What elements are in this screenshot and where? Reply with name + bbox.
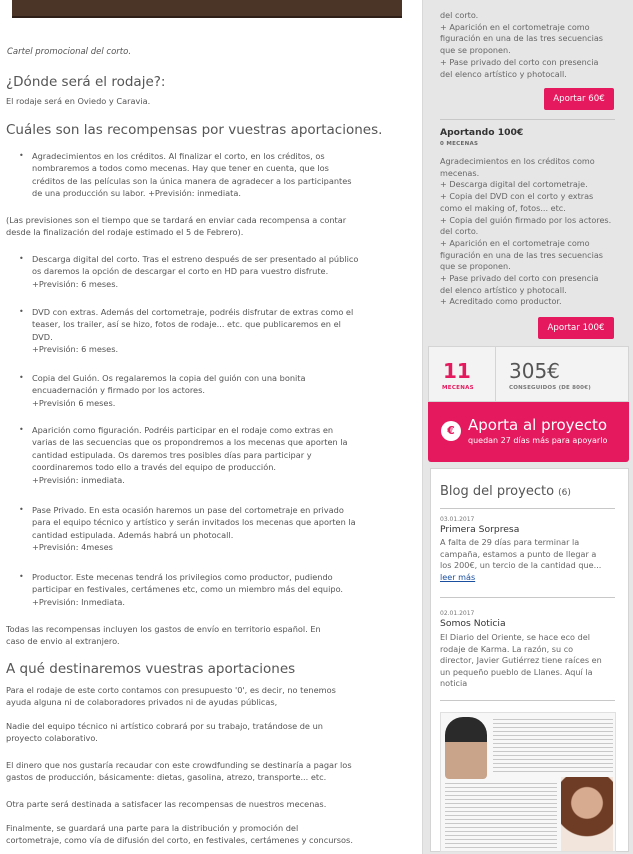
aportar-60-button[interactable]: Aportar 60€ xyxy=(544,88,614,110)
actress-photo xyxy=(445,717,487,779)
post-thumbnail[interactable] xyxy=(440,712,616,852)
divider xyxy=(495,347,496,403)
envio-note: Todas las recompensas incluyen los gastos de envío en territorio español. En caso de envio al extranjero. xyxy=(6,624,321,647)
article-text-image xyxy=(445,783,557,849)
amount-raised: 305€ xyxy=(509,359,560,383)
bullet-icon: • xyxy=(19,373,24,382)
read-more-link[interactable]: leer más xyxy=(440,571,476,582)
previsiones-note: (Las previsiones son el tiempo que se tardará en enviar cada recompensa a contar desde la finalización del rodaje estimado el 5 de Febrero). xyxy=(6,215,347,238)
reward-100-description: Agradecimientos en los créditos como mecenas. + Descarga digital del cortometraje. + Copia del DVD con el corto y extras como el making of, fotos... etc. + Copia del guión firmado por los actores. del corto. + Aparición en el cortometraje como figuración en una de las tres secuencias que se proponen. + Pase privado del corto con presencia del elenco artístico y photocall. + Acreditado como productor. xyxy=(440,156,612,307)
destino-heading: A qué destinaremos vuestras aportaciones xyxy=(6,661,296,677)
list-item: • Pase Privado. En esta ocasión haremos un pase del cortometraje en privado para el equipo técnico y artístico y serán invitados los mecenas que aporten la cantidad estipulada. Además habrá un photocall. +Previsión: 4meses xyxy=(19,505,356,553)
donde-text: El rodaje será en Oviedo y Caravia. xyxy=(6,96,151,106)
bullet-icon: • xyxy=(19,307,24,316)
project-stats xyxy=(428,346,629,402)
amount-label: CONSEGUIDOS (DE 800€) xyxy=(509,385,591,391)
list-item: • Agradecimientos en los créditos. Al finalizar el corto, en los créditos, os nombraremos a todos como mecenas. Hay que tener en cuenta, que los créditos de las películas son la única manera de agradecer a los participantes de una producción su labor. +Previsión: inmediata. xyxy=(19,151,352,199)
bullet-icon: • xyxy=(19,151,24,160)
euro-icon: € xyxy=(441,421,461,441)
recompensas-heading: Cuáles son las recompensas por vuestras aportaciones. xyxy=(6,122,383,138)
bullet-icon: • xyxy=(19,572,24,581)
reward-100-backers: 0 MECENAS xyxy=(440,141,479,147)
aportar-100-button[interactable]: Aportar 100€ xyxy=(538,317,614,339)
destino-paragraph: Otra parte será destinada a satisfacer las recompensas de nuestros mecenas. xyxy=(6,799,327,809)
divider xyxy=(440,700,615,701)
post-title[interactable]: Primera Sorpresa xyxy=(440,524,520,535)
reward-60-description: del corto. + Aparición en el cortometraje como figuración en una de las tres secuencias que se proponen. + Pase privado del corto con presencia del elenco artístico y photocall. xyxy=(440,10,604,79)
list-item: • DVD con extras. Además del cortometraje, podréis disfrutar de extras como el teaser, los trailer, así se hizo, fotos de rodaje... etc. que publicaremos en el DVD. +Previsión: 6 meses. xyxy=(19,307,354,355)
poster-caption: Cartel promocional del corto. xyxy=(7,47,132,57)
list-item: • Copia del Guión. Os regalaremos la copia del guión con una bonita encuadernación y firmado por los actores. +Previsión 6 meses. xyxy=(19,373,306,408)
mecenas-label: MECENAS xyxy=(442,385,474,391)
list-item: • Productor. Este mecenas tendrá los privilegios como productor, pudiendo participar en festivales, certámenes etc, como un miembro más del equipo. +Previsión: Inmediata. xyxy=(19,572,344,607)
actress-photo xyxy=(561,777,613,851)
donde-heading: ¿Dónde será el rodaje?: xyxy=(6,74,166,90)
bullet-icon: • xyxy=(19,425,24,434)
poster-image xyxy=(12,0,402,18)
bullet-icon: • xyxy=(19,505,24,514)
aporta-subtitle: quedan 27 días más para apoyarlo xyxy=(468,436,608,445)
divider xyxy=(440,508,615,509)
aporta-proyecto-button[interactable] xyxy=(428,402,629,462)
destino-paragraph: Nadie del equipo técnico ni artístico cobrará por su trabajo, tratándose de un proyecto colaborativo. xyxy=(6,721,323,744)
reward-100-title: Aportando 100€ xyxy=(440,127,524,138)
destino-paragraph: Finalmente, se guardará una parte para la distribución y promoción del cortometraje, como vía de difusión del corto, en festivales, certámenes y concursos. xyxy=(6,823,353,846)
list-item: • Aparición como figuración. Podréis participar en el rodaje como extras en varias de las secuencias que os propondremos a los mecenas que aporten la cantidad estipulada. Os daremos tres posibles días para participar y coordinaremos todo ello a través del equipo de producción. +Previsión: inmediata. xyxy=(19,425,348,485)
mecenas-count: 11 xyxy=(443,359,471,383)
divider xyxy=(440,119,615,120)
divider xyxy=(440,597,615,598)
article-text-image xyxy=(493,719,613,775)
destino-paragraph: Para el rodaje de este corto contamos con presupuesto '0', es decir, no tenemos ayuda alguna ni de colaboradores privados ni de ayudas públicas, xyxy=(6,685,336,708)
aporta-title: Aporta al proyecto xyxy=(468,416,608,434)
post-title[interactable]: Somos Noticia xyxy=(440,618,506,629)
post-date: 02.01.2017 xyxy=(440,610,475,617)
list-item: • Descarga digital del corto. Tras el estreno después de ser presentado al público os daremos la opción de descargar el corto en HD para vuestro disfrute. +Previsión: 6 meses. xyxy=(19,254,359,289)
post-excerpt: El Diario del Oriente, se hace eco del rodaje de Karma. La razón, su co director, Javier Gutiérrez tiene raíces en un pequeño pueblo de Llanes. Aquí la noticia xyxy=(440,632,602,688)
bullet-icon: • xyxy=(19,254,24,263)
blog-title: Blog del proyecto (6) xyxy=(440,484,571,499)
post-date: 03.01.2017 xyxy=(440,516,475,523)
destino-paragraph: El dinero que nos gustaría recaudar con este crowdfunding se destinaría a pagar los gastos de producción, básicamente: dietas, gasolina, atrezo, transporte... etc. xyxy=(6,760,352,783)
blog-count: (6) xyxy=(558,488,571,498)
post-excerpt: A falta de 29 días para terminar la campaña, estamos a punto de llegar a los 200€, un tercio de la cantidad que... leer más xyxy=(440,537,618,583)
